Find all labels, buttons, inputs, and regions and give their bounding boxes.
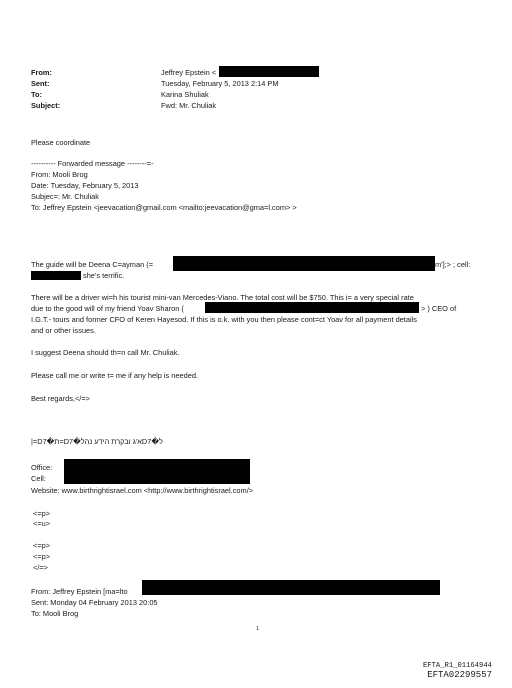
to-value: Karina Shuliak — [161, 90, 209, 99]
redaction-block — [64, 459, 250, 484]
html-tag: <=u> — [33, 519, 51, 528]
from-label: From: — [31, 68, 52, 77]
footer-id-1: EFTA_R1_01164944 — [422, 662, 492, 670]
driver-line-1: There will be a driver wi=h his tourist mini-van Mercedes-Viano. The total cost will be $750. This i= a very special rate — [31, 293, 414, 302]
sent-label: Sent: — [31, 79, 50, 88]
forward-to: To: Jeffrey Epstein <jeevacation@gmail.com <mailto:jeevacation@gma=l.com> > — [31, 203, 297, 212]
forward-subject: Subjec=: Mr. Chuliak — [31, 192, 99, 201]
original-to: To: Mooli Brog — [31, 609, 79, 618]
forward-from: From: Mooli Brog — [31, 170, 88, 179]
forward-date: Date: Tuesday, February 5, 2013 — [31, 181, 139, 190]
page-number: 1 — [256, 626, 260, 632]
subject-label: Subject: — [31, 101, 61, 110]
office-label: Office: — [31, 463, 53, 472]
redaction-block — [205, 302, 419, 313]
regards-line: Best regards,</=> — [31, 394, 90, 403]
sent-value: Tuesday, February 5, 2013 2:14 PM — [161, 79, 279, 88]
from-value: Jeffrey Epstein < — [161, 68, 217, 77]
html-tag: </=> — [33, 563, 49, 572]
guide-line-2: she's terrific. — [83, 271, 125, 280]
original-from: From: Jeffrey Epstein [ma=lto — [31, 587, 128, 596]
cell-label: Cell: — [31, 474, 46, 483]
redaction-block — [173, 256, 435, 271]
driver-line-3: I.G.T.- tours and former CFO of Keren Hayesod. If this is o.k. with you then please cont=ct Yoav for all payment details — [31, 315, 417, 324]
redaction-block — [219, 66, 319, 77]
html-tag: <=p> — [33, 541, 51, 550]
redaction-block — [31, 271, 81, 280]
to-label: To: — [31, 90, 42, 99]
subject-value: Fwd: Mr. Chuliak — [161, 101, 217, 110]
html-tag: <=p> — [33, 552, 51, 561]
guide-line-1: The guide will be Deena C=ayman (= — [31, 260, 154, 269]
call-me-line: Please call me or write t= me if any help is needed. — [31, 371, 198, 380]
suggest-line: I suggest Deena should th=n call Mr. Chuliak. — [31, 348, 180, 357]
intro-text: Please coordinate — [31, 138, 91, 147]
footer-id-2: EFTA02299557 — [427, 670, 492, 680]
guide-line-1-end: m'];> ; cell: — [435, 260, 471, 269]
driver-line-4: and or other issues. — [31, 326, 96, 335]
website-line: Website: www.birthrightisrael.com <http://www.birthrightisrael.com/> — [31, 486, 254, 495]
forward-separator: ---------- Forwarded message --------=- — [31, 159, 154, 168]
original-sent: Sent: Monday 04 February 2013 20:05 — [31, 598, 158, 607]
html-tag: <=p> — [33, 509, 51, 518]
redaction-block — [142, 580, 440, 595]
driver-line-2-end: > ) CEO of — [421, 304, 457, 313]
driver-line-2: due to the good will of my friend Yoav Sharon ( — [31, 304, 184, 313]
hebrew-line: |=D7�ת=D7�א'ג ובקרת הידע נהלD7�ל — [31, 437, 163, 446]
